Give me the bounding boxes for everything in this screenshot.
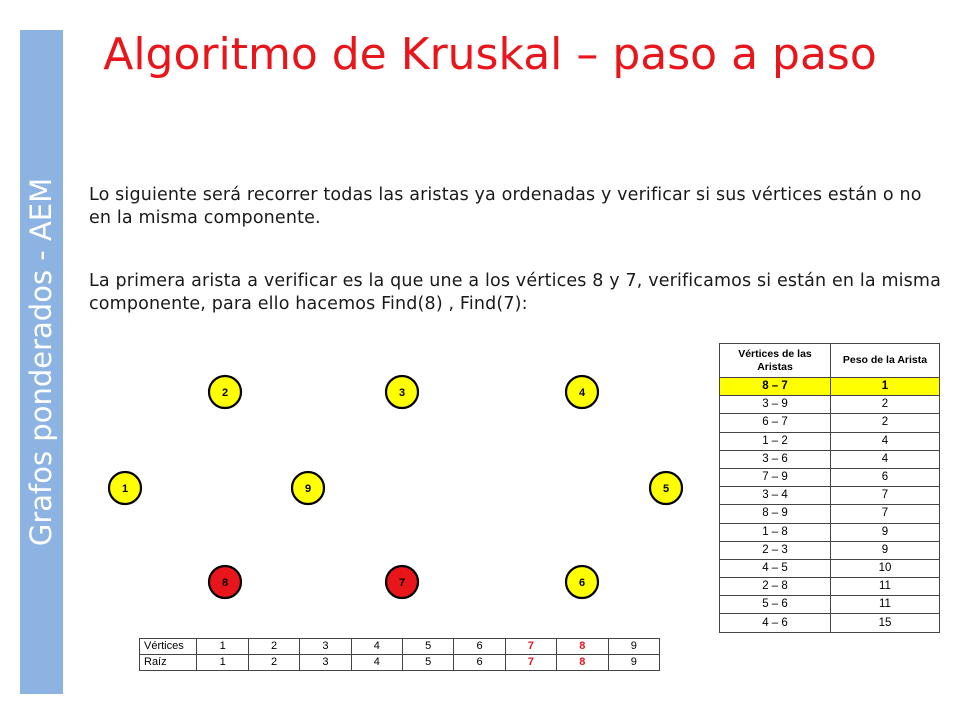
paragraph-intro: Lo siguiente será recorrer todas las aristas ya ordenadas y verificar si sus vértices están o no en la misma componente. [89,185,922,228]
edge-vertices-cell: 3 – 4 [720,487,831,505]
edge-vertices-cell: 3 – 9 [720,396,831,414]
edge-table-row [720,487,940,505]
root-table-root-cell: 9 [608,655,659,671]
edge-vertices-cell: 2 – 3 [720,541,831,559]
edge-vertices-cell: 1 – 2 [720,432,831,450]
edge-table-row [720,396,940,414]
root-table-vertex-cell: 5 [403,639,454,655]
graph-node-label: 9 [304,483,312,495]
edge-vertices-cell: 1 – 8 [720,523,831,541]
edge-vertices-cell: 5 – 6 [720,596,831,614]
edge-table-row [720,578,940,596]
edge-table-header-row [720,344,940,378]
graph-node-label: 8 [221,577,229,589]
edge-table-row [720,468,940,486]
root-table-root-cell: 5 [403,655,454,671]
graph-node-label: 6 [578,577,586,589]
slide-title: Algoritmo de Kruskal – paso a paso [103,29,877,80]
edge-vertices-cell: 8 – 7 [720,378,831,396]
edge-weight-cell: 1 [831,378,940,396]
graph-node-label: 7 [398,577,406,589]
sidebar-title: Grafos ponderados - AEM [24,177,58,547]
graph-node-8 [209,566,241,598]
edge-table-row [720,523,940,541]
root-table-vertex-cell: 2 [248,639,299,655]
edge-table-row [720,378,940,396]
edge-vertices-cell: 3 – 6 [720,450,831,468]
edge-vertices-cell: 6 – 7 [720,414,831,432]
edge-weight-cell: 11 [831,578,940,596]
edge-weight-cell: 2 [831,396,940,414]
graph-node-7 [386,566,418,598]
graph-node-label: 5 [662,483,670,495]
edge-vertices-cell: 4 – 5 [720,559,831,577]
edge-weight-cell: 7 [831,487,940,505]
edge-vertices-cell: 8 – 9 [720,505,831,523]
root-table-root-cell: 8 [557,655,608,671]
edge-weight-cell: 10 [831,559,940,577]
edge-vertices-cell: 2 – 8 [720,578,831,596]
root-table [139,638,660,671]
root-table-root-cell: 1 [197,655,248,671]
edge-weight-cell: 9 [831,523,940,541]
edge-weight-cell: 15 [831,614,940,632]
root-table-vertex-cell: 6 [454,639,505,655]
graph-node-label: 3 [398,387,406,399]
graph-diagram [95,360,715,630]
graph-node-label: 1 [121,483,129,495]
edge-table-header-weight: Peso de la Arista [831,344,940,378]
edge-weight-cell: 7 [831,505,940,523]
root-table-roots-label: Raíz [140,655,197,671]
edge-weight-cell: 2 [831,414,940,432]
graph-node-label: 2 [221,387,229,399]
edge-vertices-cell: 7 – 9 [720,468,831,486]
root-table-root-cell: 4 [351,655,402,671]
edge-table-row [720,432,940,450]
root-table-vertices-label: Vértices [140,639,197,655]
edge-table-row [720,414,940,432]
root-table-vertex-cell: 9 [608,639,659,655]
root-table-vertex-cell: 1 [197,639,248,655]
edge-weight-cell: 4 [831,432,940,450]
root-table-roots-row [140,655,660,671]
edge-weight-cell: 11 [831,596,940,614]
root-table-vertex-cell: 8 [557,639,608,655]
root-table-root-cell: 3 [300,655,351,671]
root-table-vertices-row [140,639,660,655]
graph-node-3 [386,376,418,408]
root-table-vertex-cell: 7 [505,639,556,655]
root-table-vertex-cell: 4 [351,639,402,655]
root-table-root-cell: 7 [505,655,556,671]
edge-table-row [720,614,940,632]
graph-node-5 [650,472,682,504]
graph-node-2 [209,376,241,408]
edge-table-row [720,450,940,468]
edge-table-row [720,559,940,577]
paragraph-first-edge: La primera arista a verificar es la que une a los vértices 8 y 7, verificamos si están en la misma componente, para ello hacemos Find(8) , Find(7): [89,271,942,314]
edge-table-row [720,541,940,559]
edge-weight-cell: 6 [831,468,940,486]
root-table-root-cell: 6 [454,655,505,671]
edge-vertices-cell: 4 – 6 [720,614,831,632]
graph-node-4 [566,376,598,408]
root-table-root-cell: 2 [248,655,299,671]
root-table-vertex-cell: 3 [300,639,351,655]
graph-node-1 [109,472,141,504]
edge-weight-table [719,343,940,633]
edge-table-row [720,596,940,614]
edge-table-header-vertices: Vértices de las Aristas [720,344,831,378]
graph-node-label: 4 [578,387,586,399]
edge-weight-cell: 4 [831,450,940,468]
edge-table-row [720,505,940,523]
edge-weight-cell: 9 [831,541,940,559]
graph-node-6 [566,566,598,598]
graph-node-9 [292,472,324,504]
